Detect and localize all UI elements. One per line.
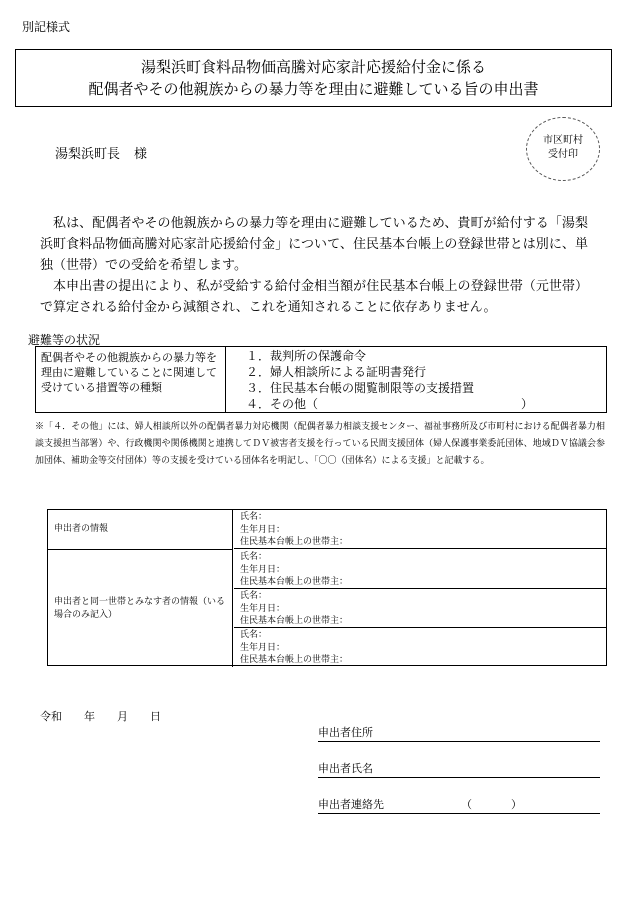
date-day: 日 (150, 710, 161, 723)
date-month: 月 (117, 710, 128, 723)
field-birthdate: 生年月日： (240, 642, 286, 653)
evacuation-section-title: 避難等の状況 (28, 333, 101, 347)
household-member-1-fields[interactable] (234, 550, 607, 589)
household-member-3-fields[interactable] (234, 628, 607, 667)
applicant-contact-line[interactable] (318, 796, 600, 814)
field-name: 氏名： (240, 512, 268, 522)
field-name: 氏名： (240, 630, 268, 640)
document-title (15, 49, 612, 107)
household-info-label: 申出者と同一世帯とみなす者の情報（いる場合のみ記入） (48, 550, 233, 667)
contact-open-paren: （ (461, 798, 472, 811)
addressee-honorific: 様 (134, 147, 148, 162)
title-line-2: 配偶者やその他親族からの暴力等を理由に避難している旨の申出書 (88, 80, 539, 98)
field-birthdate: 生年月日： (240, 603, 286, 614)
declaration-paragraph-2: 本申出書の提出により、私が受給する給付金相当額が住民基本台帳上の登録世帯（元世帯）で算定される給付金から減額され、これを通知されることに依存ありません。 (40, 279, 588, 315)
other-close-paren: ） (521, 397, 534, 411)
measure-option-other[interactable] (226, 396, 606, 412)
reception-stamp-area (526, 117, 600, 181)
application-date[interactable] (40, 708, 161, 724)
stamp-line-1: 市区町村 (543, 135, 583, 146)
measure-option-support-measure[interactable]: ３．住民基本台帳の閲覧制限等の支援措置 (246, 381, 475, 395)
applicant-info-table (47, 509, 607, 666)
field-birthdate: 生年月日： (240, 524, 286, 535)
applicant-address-label: 申出者住所 (318, 726, 373, 739)
note-text: ※「４．その他」には、婦人相談所以外の配偶者暴力対応機関（配偶者暴力相談支援センター、福祉事務所及び市町村における配偶者暴力相談支援担当部署）や、行政機関や関係機関と連携してＤＶ被害者支援を行っている民間支援団体（婦人保護事業委託団体、地域ＤＶ協議会参加団体、補助金等交付団体）等の支援を受けている団体名を明記し、「〇〇（団体名）による支援」と記載する。 (35, 422, 605, 466)
stamp-line-2: 受付印 (548, 149, 578, 160)
applicant-name-label: 申出者氏名 (318, 762, 373, 775)
field-household-head: 住民基本台帳上の世帯主： (240, 537, 349, 547)
field-household-head: 住民基本台帳上の世帯主： (240, 577, 349, 587)
measures-options (226, 347, 606, 412)
field-name: 氏名： (240, 591, 268, 601)
contact-close-paren: ） (511, 798, 522, 811)
applicant-info-label: 申出者の情報 (48, 510, 233, 550)
household-member-2-fields[interactable] (234, 589, 607, 628)
title-line-1: 湯梨浜町食料品物価高騰対応家計応援給付金に係る (140, 58, 486, 76)
field-household-head: 住民基本台帳上の世帯主： (240, 655, 349, 665)
measures-label: 配偶者やその他親族からの暴力等を理由に避難していることに関連して受けている措置等の種類 (36, 347, 226, 412)
addressee-name: 湯梨浜町長 (55, 147, 121, 162)
applicant-contact-label: 申出者連絡先 (318, 798, 384, 811)
field-birthdate: 生年月日： (240, 564, 286, 575)
declaration-paragraph-1: 私は、配偶者やその他親族からの暴力等を理由に避難しているため、貴町が給付する「湯梨浜町食料品物価高騰対応家計応援給付金」について、住民基本台帳上の登録世帯とは別に、単独（世帯）での受給を希望します。 (40, 216, 588, 273)
form-label: 別記様式 (22, 20, 71, 34)
date-year: 年 (84, 710, 95, 723)
field-household-head: 住民基本台帳上の世帯主： (240, 616, 349, 626)
declaration-body (40, 213, 588, 318)
addressee (55, 143, 147, 162)
measure-option-court-order[interactable]: １．裁判所の保護命令 (246, 349, 367, 363)
evacuation-measures-table (35, 346, 607, 413)
date-era: 令和 (40, 710, 62, 723)
field-name: 氏名： (240, 552, 268, 562)
measure-option-other-label: ４．その他（ (246, 397, 319, 411)
measure-option-certificate[interactable]: ２．婦人相談所による証明書発行 (246, 365, 427, 379)
applicant-address-line[interactable] (318, 724, 600, 742)
applicant-info-fields[interactable] (234, 510, 607, 549)
applicant-name-line[interactable] (318, 760, 600, 778)
